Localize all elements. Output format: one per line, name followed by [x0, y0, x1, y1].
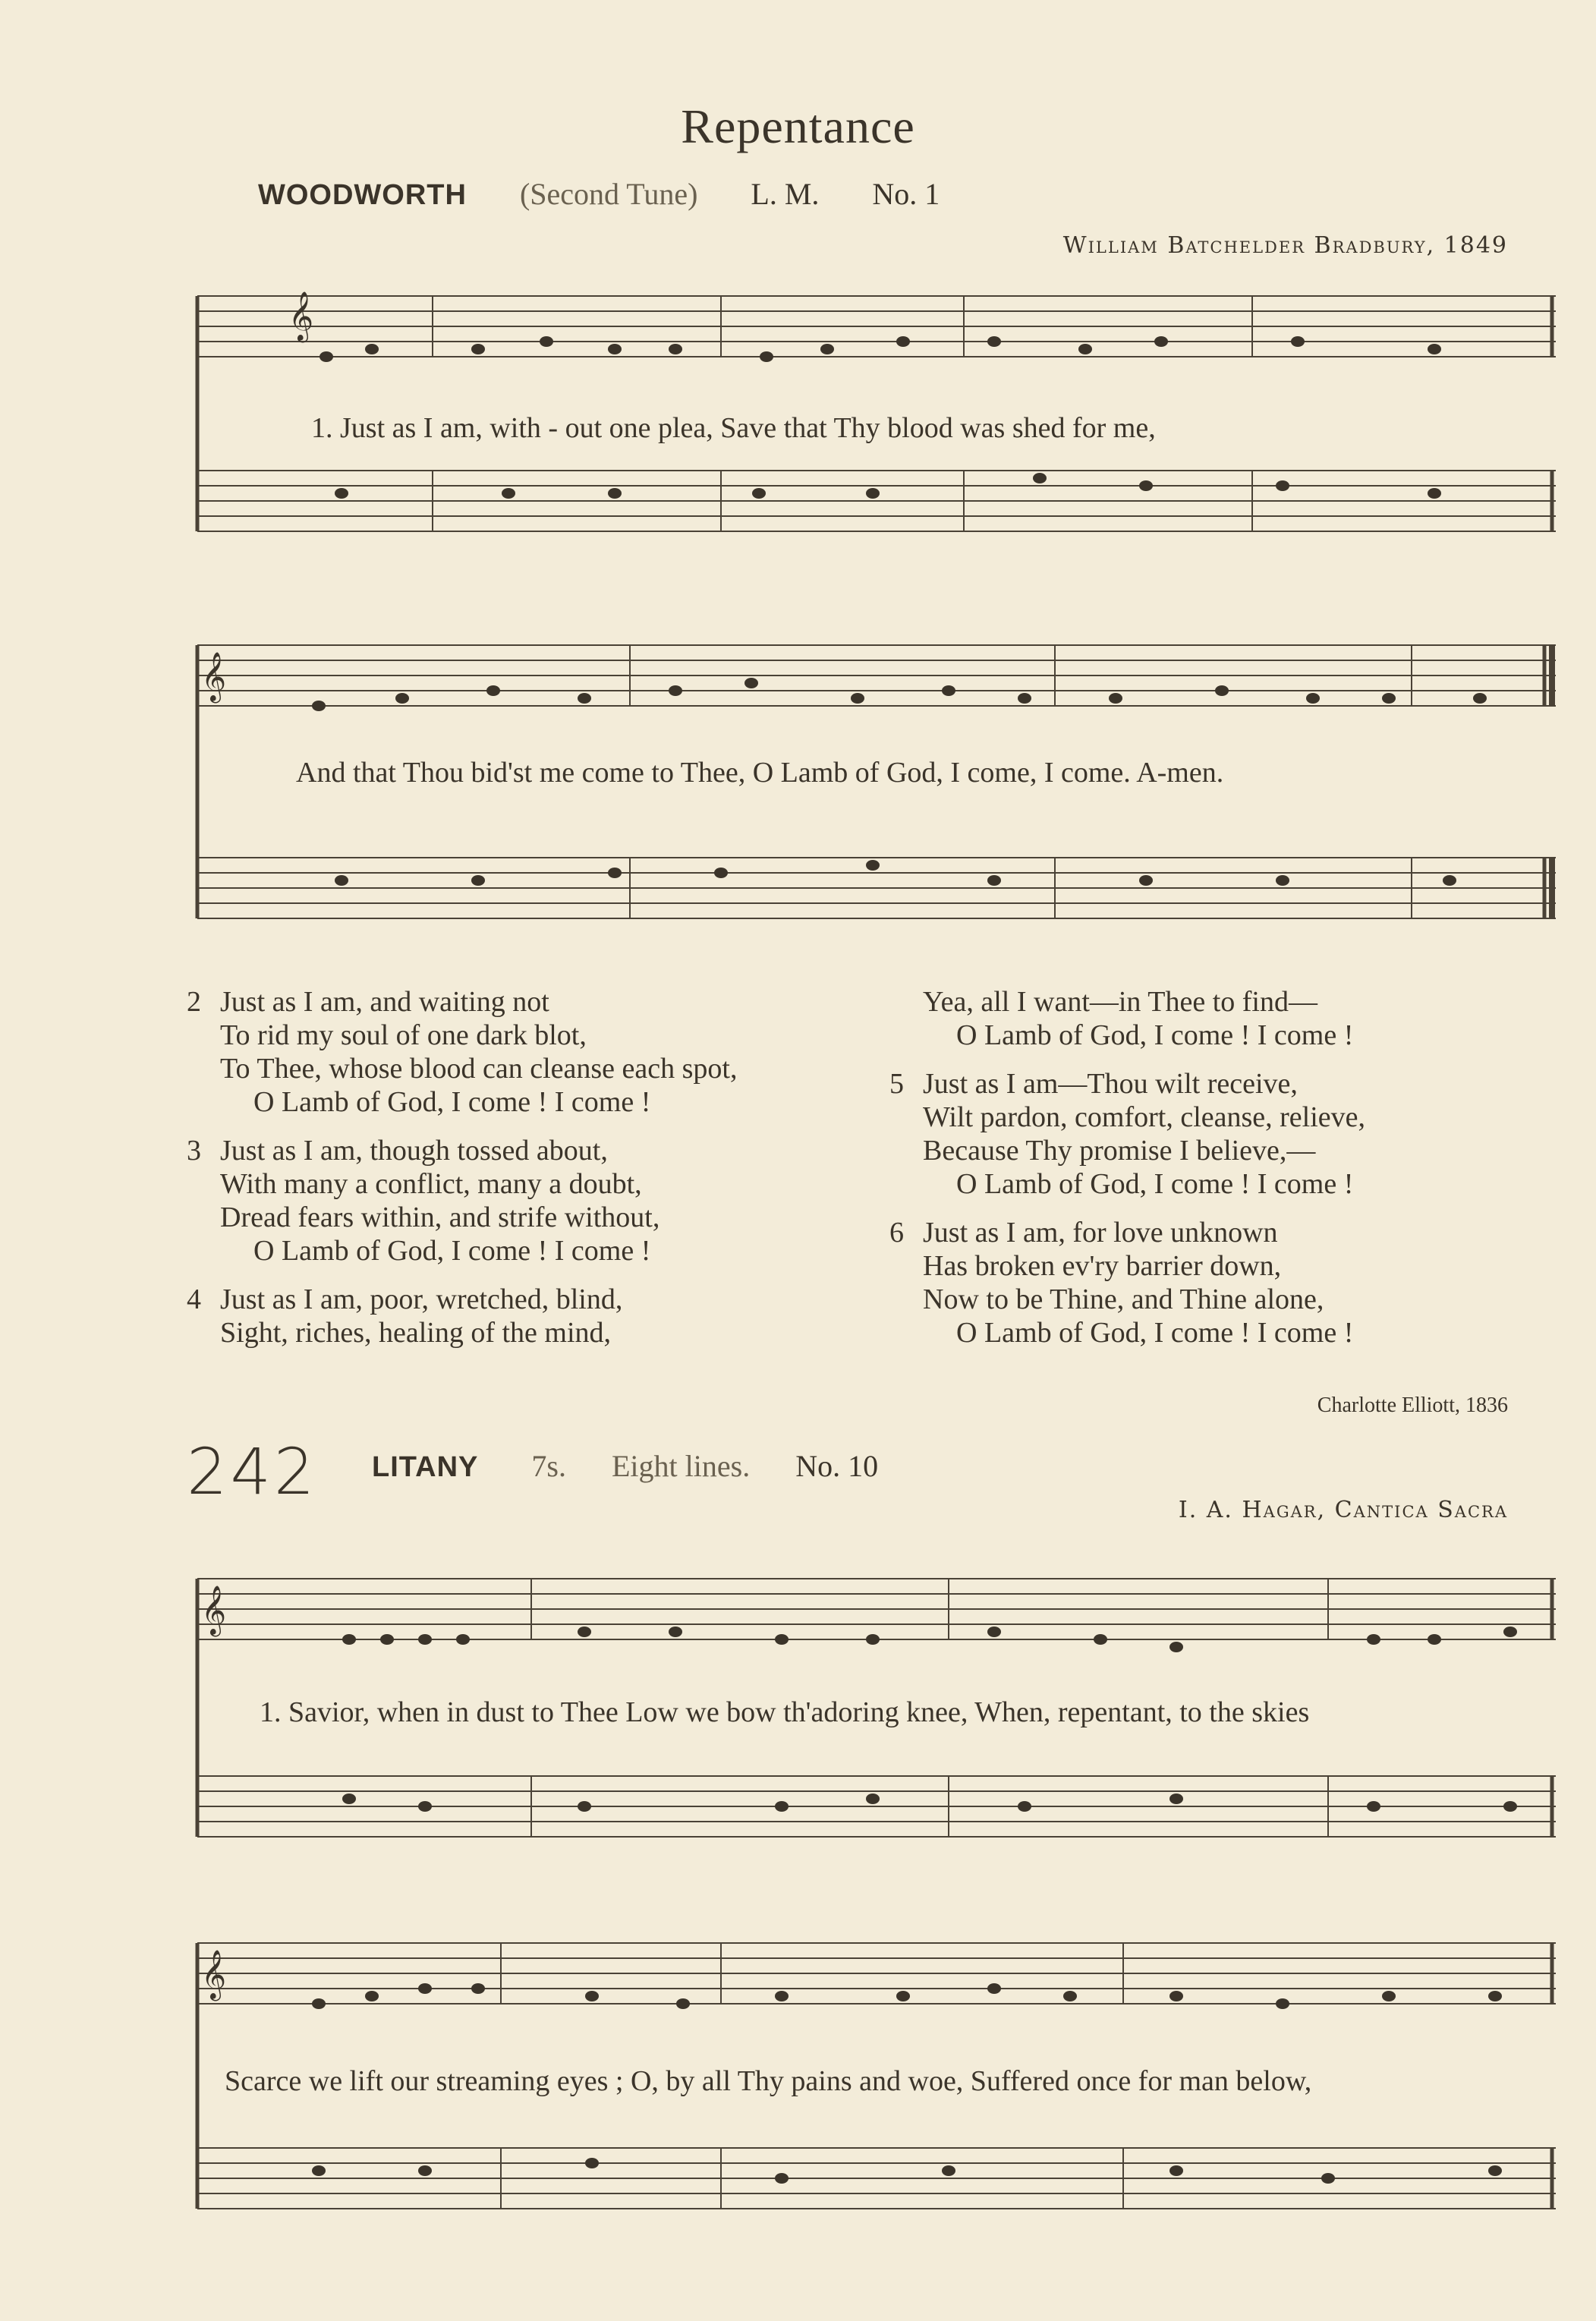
svg-text:𝄞: 𝄞: [288, 291, 314, 341]
hymn1-tune-name: WOODWORTH: [258, 179, 467, 211]
hymn2-lyric-line-1: 1. Savior, when in dust to Thee Low we bow th'adoring knee, When, repentant, to the skies: [260, 1696, 1310, 1728]
hymn1-author: Charlotte Elliott, 1836: [1317, 1394, 1508, 1417]
verse-3: 3 Just as I am, though tossed about, With many a conflict, many a doubt, Dread fears within, and strife without, O Lamb of God, I come ! I come !: [187, 1135, 660, 1267]
svg-text:𝄞: 𝄞: [201, 652, 227, 701]
hymn2-header: [372, 1448, 878, 1484]
hymn2-lines-note: Eight lines.: [611, 1449, 751, 1483]
hymn2-lyric-line-2: Scarce we lift our streaming eyes ; O, by all Thy pains and woe, Suffered once for man below,: [225, 2065, 1312, 2097]
hymn1-verses-left: [187, 985, 737, 1349]
hymn1-lyric-line-1: 1. Just as I am, with - out one plea, Save that Thy blood was shed for me,: [311, 412, 1156, 444]
verse-2: 2 Just as I am, and waiting not To rid my soul of one dark blot, To Thee, whose blood can cleanse each spot, O Lamb of God, I come ! I come !: [187, 986, 738, 1118]
svg-text:𝄞: 𝄞: [201, 1586, 227, 1635]
hymn2-tune-name: LITANY: [372, 1451, 479, 1483]
hymn1-key-number: No. 1: [872, 177, 940, 211]
hymn2-key-number: No. 10: [795, 1449, 879, 1483]
hymn-number: 242: [187, 1434, 318, 1509]
hymn1-composer: William Batchelder Bradbury, 1849: [1062, 232, 1508, 259]
hymn1-verses-right: [889, 985, 1365, 1349]
hymn2-composer: I. A. Hagar, Cantica Sacra: [1178, 1497, 1508, 1523]
verse-4: 4 Just as I am, poor, wretched, blind, Sight, riches, healing of the mind,: [187, 1283, 623, 1349]
verse-4-continued: Yea, all I want—in Thee to find— O Lamb of God, I come ! I come !: [923, 986, 1354, 1051]
hymn1-tune-note: (Second Tune): [519, 177, 698, 211]
hymn1-header: [258, 176, 940, 212]
section-title: Repentance: [681, 99, 915, 153]
verse-6: 6 Just as I am, for love unknown Has broken ev'ry barrier down, Now to be Thine, and Thine alone, O Lamb of God, I come ! I come !: [889, 1217, 1354, 1349]
svg-text:𝄞: 𝄞: [201, 1950, 227, 1999]
hymn1-lyric-line-2: And that Thou bid'st me come to Thee, O Lamb of God, I come, I come. A-men.: [296, 757, 1224, 789]
hymn2-meter: 7s.: [531, 1449, 566, 1483]
verse-5: 5 Just as I am—Thou wilt receive, Wilt pardon, comfort, cleanse, relieve, Because Thy promise I believe,— O Lamb of God, I come ! I come !: [889, 1068, 1366, 1200]
hymn1-meter: L. M.: [751, 177, 820, 211]
